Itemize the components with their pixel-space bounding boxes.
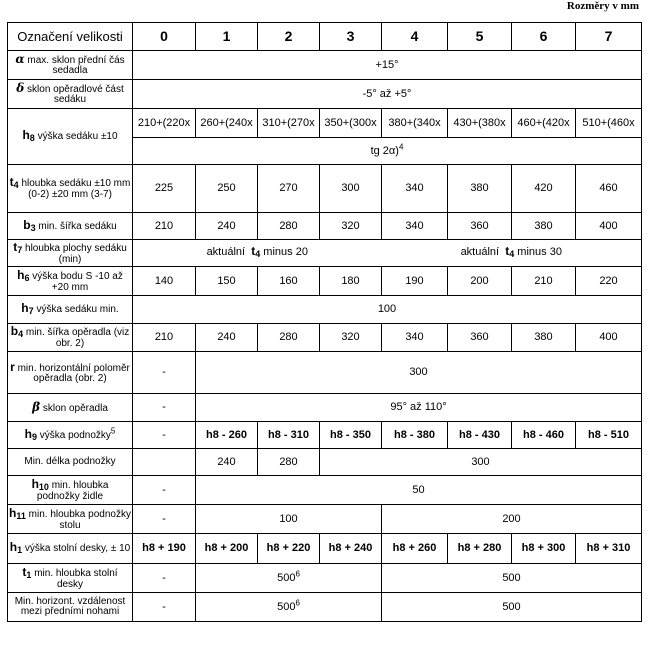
value-alpha: +15° [133, 51, 642, 80]
row-r [8, 352, 642, 394]
t4-5: 380 [448, 165, 512, 213]
h11-first: - [133, 505, 196, 534]
row-horiz [8, 593, 642, 622]
units-note: Rozměry v mm [566, 0, 639, 12]
row-h1 [8, 534, 642, 564]
podnozka-rest: 300 [320, 449, 642, 476]
h8-5: 430+(380x [448, 109, 512, 138]
h6-4: 190 [382, 267, 448, 296]
h8-2: 310+(270x [258, 109, 320, 138]
h9-first: - [133, 422, 196, 449]
t1-first: - [133, 564, 196, 593]
horiz-left: $500^6$ [196, 593, 382, 622]
h1-1: h8 + 200 [196, 534, 258, 564]
b3-2: 280 [258, 213, 320, 240]
row-h9 [8, 422, 642, 449]
b3-3: 320 [320, 213, 382, 240]
label-h8: h8 výška sedáku ±10 [8, 109, 133, 165]
t4-6: 420 [512, 165, 576, 213]
h1-7: h8 + 310 [576, 534, 642, 564]
h1-6: h8 + 300 [512, 534, 576, 564]
h9-1: h8 - 260 [196, 422, 258, 449]
h9-3: h8 - 350 [320, 422, 382, 449]
row-h6 [8, 267, 642, 296]
h6-5: 200 [448, 267, 512, 296]
h9-2: h8 - 310 [258, 422, 320, 449]
podnozka-0 [133, 449, 196, 476]
t4-7: 460 [576, 165, 642, 213]
h9-4: h8 - 380 [382, 422, 448, 449]
label-t1: t1 min. hloubka stolní desky [8, 564, 133, 593]
h8-0: 210+(220x [133, 109, 196, 138]
value-delta: -5° až +5° [133, 80, 642, 109]
value-beta: 95° až 110° [196, 394, 642, 422]
size-2: 2 [258, 23, 320, 51]
h8-1: 260+(240x [196, 109, 258, 138]
h1-0: h8 + 190 [133, 534, 196, 564]
h6-2: 160 [258, 267, 320, 296]
label-h9: h9 výška podnožky$^5$ [8, 422, 133, 449]
b4-0: 210 [133, 324, 196, 352]
value-h10: 50 [196, 476, 642, 505]
label-h7: h7 výška sedáku min. [8, 296, 133, 324]
row-t1 [8, 564, 642, 593]
h1-4: h8 + 260 [382, 534, 448, 564]
h6-6: 210 [512, 267, 576, 296]
h9-7: h8 - 510 [576, 422, 642, 449]
t4-1: 250 [196, 165, 258, 213]
b3-5: 360 [448, 213, 512, 240]
header-row [8, 23, 642, 51]
horiz-first: - [133, 593, 196, 622]
b4-1: 240 [196, 324, 258, 352]
t4-2: 270 [258, 165, 320, 213]
label-beta: β sklon opěradla [8, 394, 133, 422]
size-5: 5 [448, 23, 512, 51]
h10-first: - [133, 476, 196, 505]
h6-7: 220 [576, 267, 642, 296]
t1-left: $500^6$ [196, 564, 382, 593]
b4-4: 340 [382, 324, 448, 352]
row-beta [8, 394, 642, 422]
row-h11 [8, 505, 642, 534]
row-b4 [8, 324, 642, 352]
label-delta: δ sklon opěradlové část sedáku [8, 80, 133, 109]
h9-5: h8 - 430 [448, 422, 512, 449]
h8-4: 380+(340x [382, 109, 448, 138]
header-label: Označení velikosti [8, 23, 133, 51]
label-b3: b3 min. šířka sedáku [8, 213, 133, 240]
b3-7: 400 [576, 213, 642, 240]
t4-3: 300 [320, 165, 382, 213]
label-h1: h1 výška stolní desky, ± 10 [8, 534, 133, 564]
b3-6: 380 [512, 213, 576, 240]
size-3: 3 [320, 23, 382, 51]
t4-4: 340 [382, 165, 448, 213]
row-delta [8, 80, 642, 109]
h1-3: h8 + 240 [320, 534, 382, 564]
label-h6: h6 výška bodu S -10 až +20 mm [8, 267, 133, 296]
h11-left: 100 [196, 505, 382, 534]
r-first: - [133, 352, 196, 394]
b3-0: 210 [133, 213, 196, 240]
label-alpha: α max. sklon přední čás sedadla [8, 51, 133, 80]
h1-5: h8 + 280 [448, 534, 512, 564]
label-h11: h11 min. hloubka podnožky stolu [8, 505, 133, 534]
h6-1: 150 [196, 267, 258, 296]
size-4: 4 [382, 23, 448, 51]
b4-5: 360 [448, 324, 512, 352]
t7-left: aktuální $t_4$ minus 20 [133, 240, 382, 267]
beta-first: - [133, 394, 196, 422]
row-b3 [8, 213, 642, 240]
t7-right: aktuální $t_4$ minus 30 [382, 240, 642, 267]
row-h10 [8, 476, 642, 505]
label-h10: h10 min. hloubka podnožky židle [8, 476, 133, 505]
label-t4: t4 hloubka sedáku ±10 mm (0-2) ±20 mm (3-7) [8, 165, 133, 213]
horiz-right: 500 [382, 593, 642, 622]
row-h8 [8, 109, 642, 138]
size-7: 7 [576, 23, 642, 51]
size-6: 6 [512, 23, 576, 51]
t1-right: 500 [382, 564, 642, 593]
label-t7: t7 hloubka plochy sedáku (min) [8, 240, 133, 267]
dimensions-table [7, 22, 642, 622]
h11-right: 200 [382, 505, 642, 534]
value-r: 300 [196, 352, 642, 394]
label-horiz: Min. horizont. vzdálenost mezi předními nohami [8, 593, 133, 622]
h8-6: 460+(420x [512, 109, 576, 138]
b4-7: 400 [576, 324, 642, 352]
row-alpha [8, 51, 642, 80]
b3-4: 340 [382, 213, 448, 240]
podnozka-2: 280 [258, 449, 320, 476]
podnozka-1: 240 [196, 449, 258, 476]
value-h7: 100 [133, 296, 642, 324]
h9-6: h8 - 460 [512, 422, 576, 449]
h8-3: 350+(300x [320, 109, 382, 138]
b4-3: 320 [320, 324, 382, 352]
row-podnozka [8, 449, 642, 476]
h8-formula: tg 2α)$^4$ [133, 138, 642, 165]
size-0: 0 [133, 23, 196, 51]
h6-0: 140 [133, 267, 196, 296]
row-h7 [8, 296, 642, 324]
row-t7 [8, 240, 642, 267]
b3-1: 240 [196, 213, 258, 240]
b4-2: 280 [258, 324, 320, 352]
label-r: r min. horizontální poloměr opěradla (obr. 2) [8, 352, 133, 394]
t4-0: 225 [133, 165, 196, 213]
row-t4 [8, 165, 642, 213]
label-b4: b4 min. šířka opěradla (viz obr. 2) [8, 324, 133, 352]
b4-6: 380 [512, 324, 576, 352]
size-1: 1 [196, 23, 258, 51]
h1-2: h8 + 220 [258, 534, 320, 564]
h6-3: 180 [320, 267, 382, 296]
label-podnozka: Min. délka podnožky [8, 449, 133, 476]
h8-7: 510+(460x [576, 109, 642, 138]
